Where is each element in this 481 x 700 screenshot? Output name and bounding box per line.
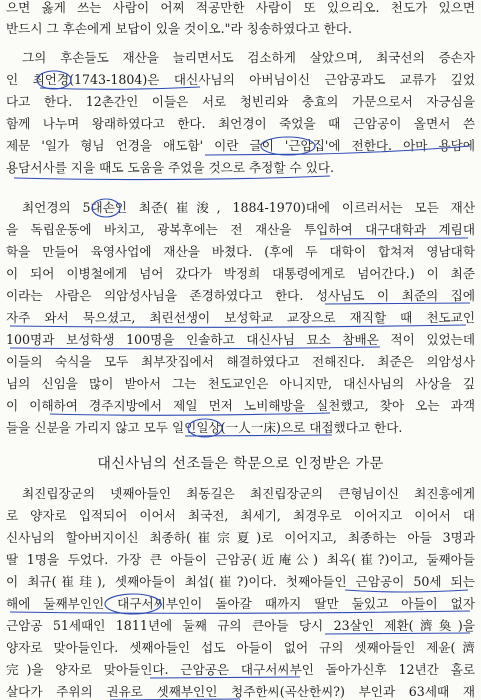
paragraph-line: 양자로 맞아들인다. 셋째아들인 섭도 아들이 없어 규의 셋째아들인 제윤(濟 [6, 640, 475, 655]
paragraph-line: 으면 옳게 쓰는 사람이 어찌 적공만한 사람이 또 있으리오. 천도가 있으면 [6, 0, 475, 15]
paragraph-line: 完)을 양자로 맞아들인다. 근암공은 대구서씨부인 돌아가신후 12년간 홀로 [6, 662, 475, 677]
paragraph-line: 로 양자로 입적되어 이어서 최국전, 최세기, 최경우로 이어지고 이어서 대 [6, 508, 475, 523]
paragraph-line: 들을 신분을 가리지 않고 모두 일인일상(一人一床)으로 대접했다고 한다. [6, 420, 403, 435]
paragraph-line: 최언경의 5대손인 최준(崔浚, 1884-1970)대에 이르러서는 모든 재산 [22, 200, 475, 215]
paragraph-line: 제문 '일가 형님 언경을 애도함' 이란 글이 '근암집'에 전한다. 아마 용담에 [6, 138, 475, 153]
paragraph-line: 이 이해하여 경주지방에서 제일 먼저 노비해방을 실천했고, 찾아 오는 과객 [6, 398, 475, 413]
section-heading: 대신사님의 선조들은 학문으로 인정받은 가문 [97, 456, 384, 472]
paragraph-line: 신사님의 할아버지이신 최종하(崔宗夏)로 이어지고, 최종하는 아들 3명과 [6, 530, 475, 545]
paragraph-line: 이 최규(崔珪), 셋째아들이 최섭(崔?)이다. 첫째아들인 근암공이 50세 되는 [6, 574, 475, 589]
paragraph-line: 자주 와서 묵으셨고, 최린선생이 보성학교 교장으로 재직할 때 천도교인 [6, 310, 475, 325]
paragraph-line: 이들의 숙식을 모두 최부잣집에서 해결하였다고 전해진다. 최준은 의암성사 [6, 354, 475, 369]
paragraph-line: 최진립장군의 넷째아들인 최동길은 최진립장군의 큰형님이신 최진흥에게 [22, 486, 475, 501]
paragraph-line: 함께 나누며 왕래하였다고 한다. 최언경이 죽었을 때 근암공이 올면서 쓴 [6, 116, 475, 131]
handwritten-underline [14, 176, 330, 180]
paragraph-line: 반드시 그 후손에게 보답이 있을 것이오."라 칭송하였다고 한다. [6, 21, 352, 36]
paragraph-line: 이 되어 이병철에게 넘어 갔다가 박정희 대통령에게로 넘어간다.) 이 최준 [6, 266, 475, 281]
paragraph-line: 학을 만들어 육영사업에 재산을 바쳤다. (후에 두 대학이 합쳐져 영남대학 [6, 244, 475, 259]
paragraph-line: 살다가 주위의 권유로 셋째부인인 청주한씨(곡산한씨?) 부인과 63세때 재 [6, 684, 475, 699]
paragraph-line: 을 독립운동에 바치고, 광복후에는 전 재산을 투입하여 대구대학과 계림대 [6, 222, 475, 237]
handwritten-underline [205, 154, 322, 155]
handwritten-underline [320, 238, 468, 239]
paragraph-line: 님의 신임을 많이 받아서 그는 천도교인은 아니지만, 대신사님의 사상을 깊 [6, 376, 475, 391]
paragraph-line: 다고 한다. 12촌간인 이들은 서로 청빈리와 충효의 가문으로서 자긍심을 [6, 94, 475, 109]
handwritten-underline [345, 590, 468, 592]
paragraph-line: 해에 둘째부인인 대구서씨부인이 돌아갈 때까지 딸만 둘있고 아들이 없자 [6, 596, 475, 611]
paragraph-line: 그의 후손들도 재산을 늘리면서도 검소하게 살았으며, 최국선의 증손자 [22, 50, 475, 65]
paragraph-line: 이라는 사람은 의암성사님을 존경하였다고 한다. 성사님도 이 최준의 집에 [6, 288, 475, 303]
paragraph-line: 100명과 보성학생 100명을 인솔하고 대신사님 묘소 참배온 적이 있었는데 [6, 332, 475, 347]
paragraph-line: 용담서사를 지을 때도 도움을 주었을 것으로 추정할 수 있다. [6, 160, 335, 175]
paragraph-line: 딸 1명을 두었다. 가장 큰 아들이 근암공(近庵公) 최옥(崔?)이고, 둘째아들 [6, 552, 475, 567]
paragraph-line: 근암공 51세때인 1811년에 둘째 규의 큰아들 당시 23살인 제환(濟奐)을 [6, 618, 475, 633]
paragraph-line: 인 최언경(1743-1804)은 대신사님의 아버님이신 근암공과도 교류가 깊었 [6, 72, 475, 87]
